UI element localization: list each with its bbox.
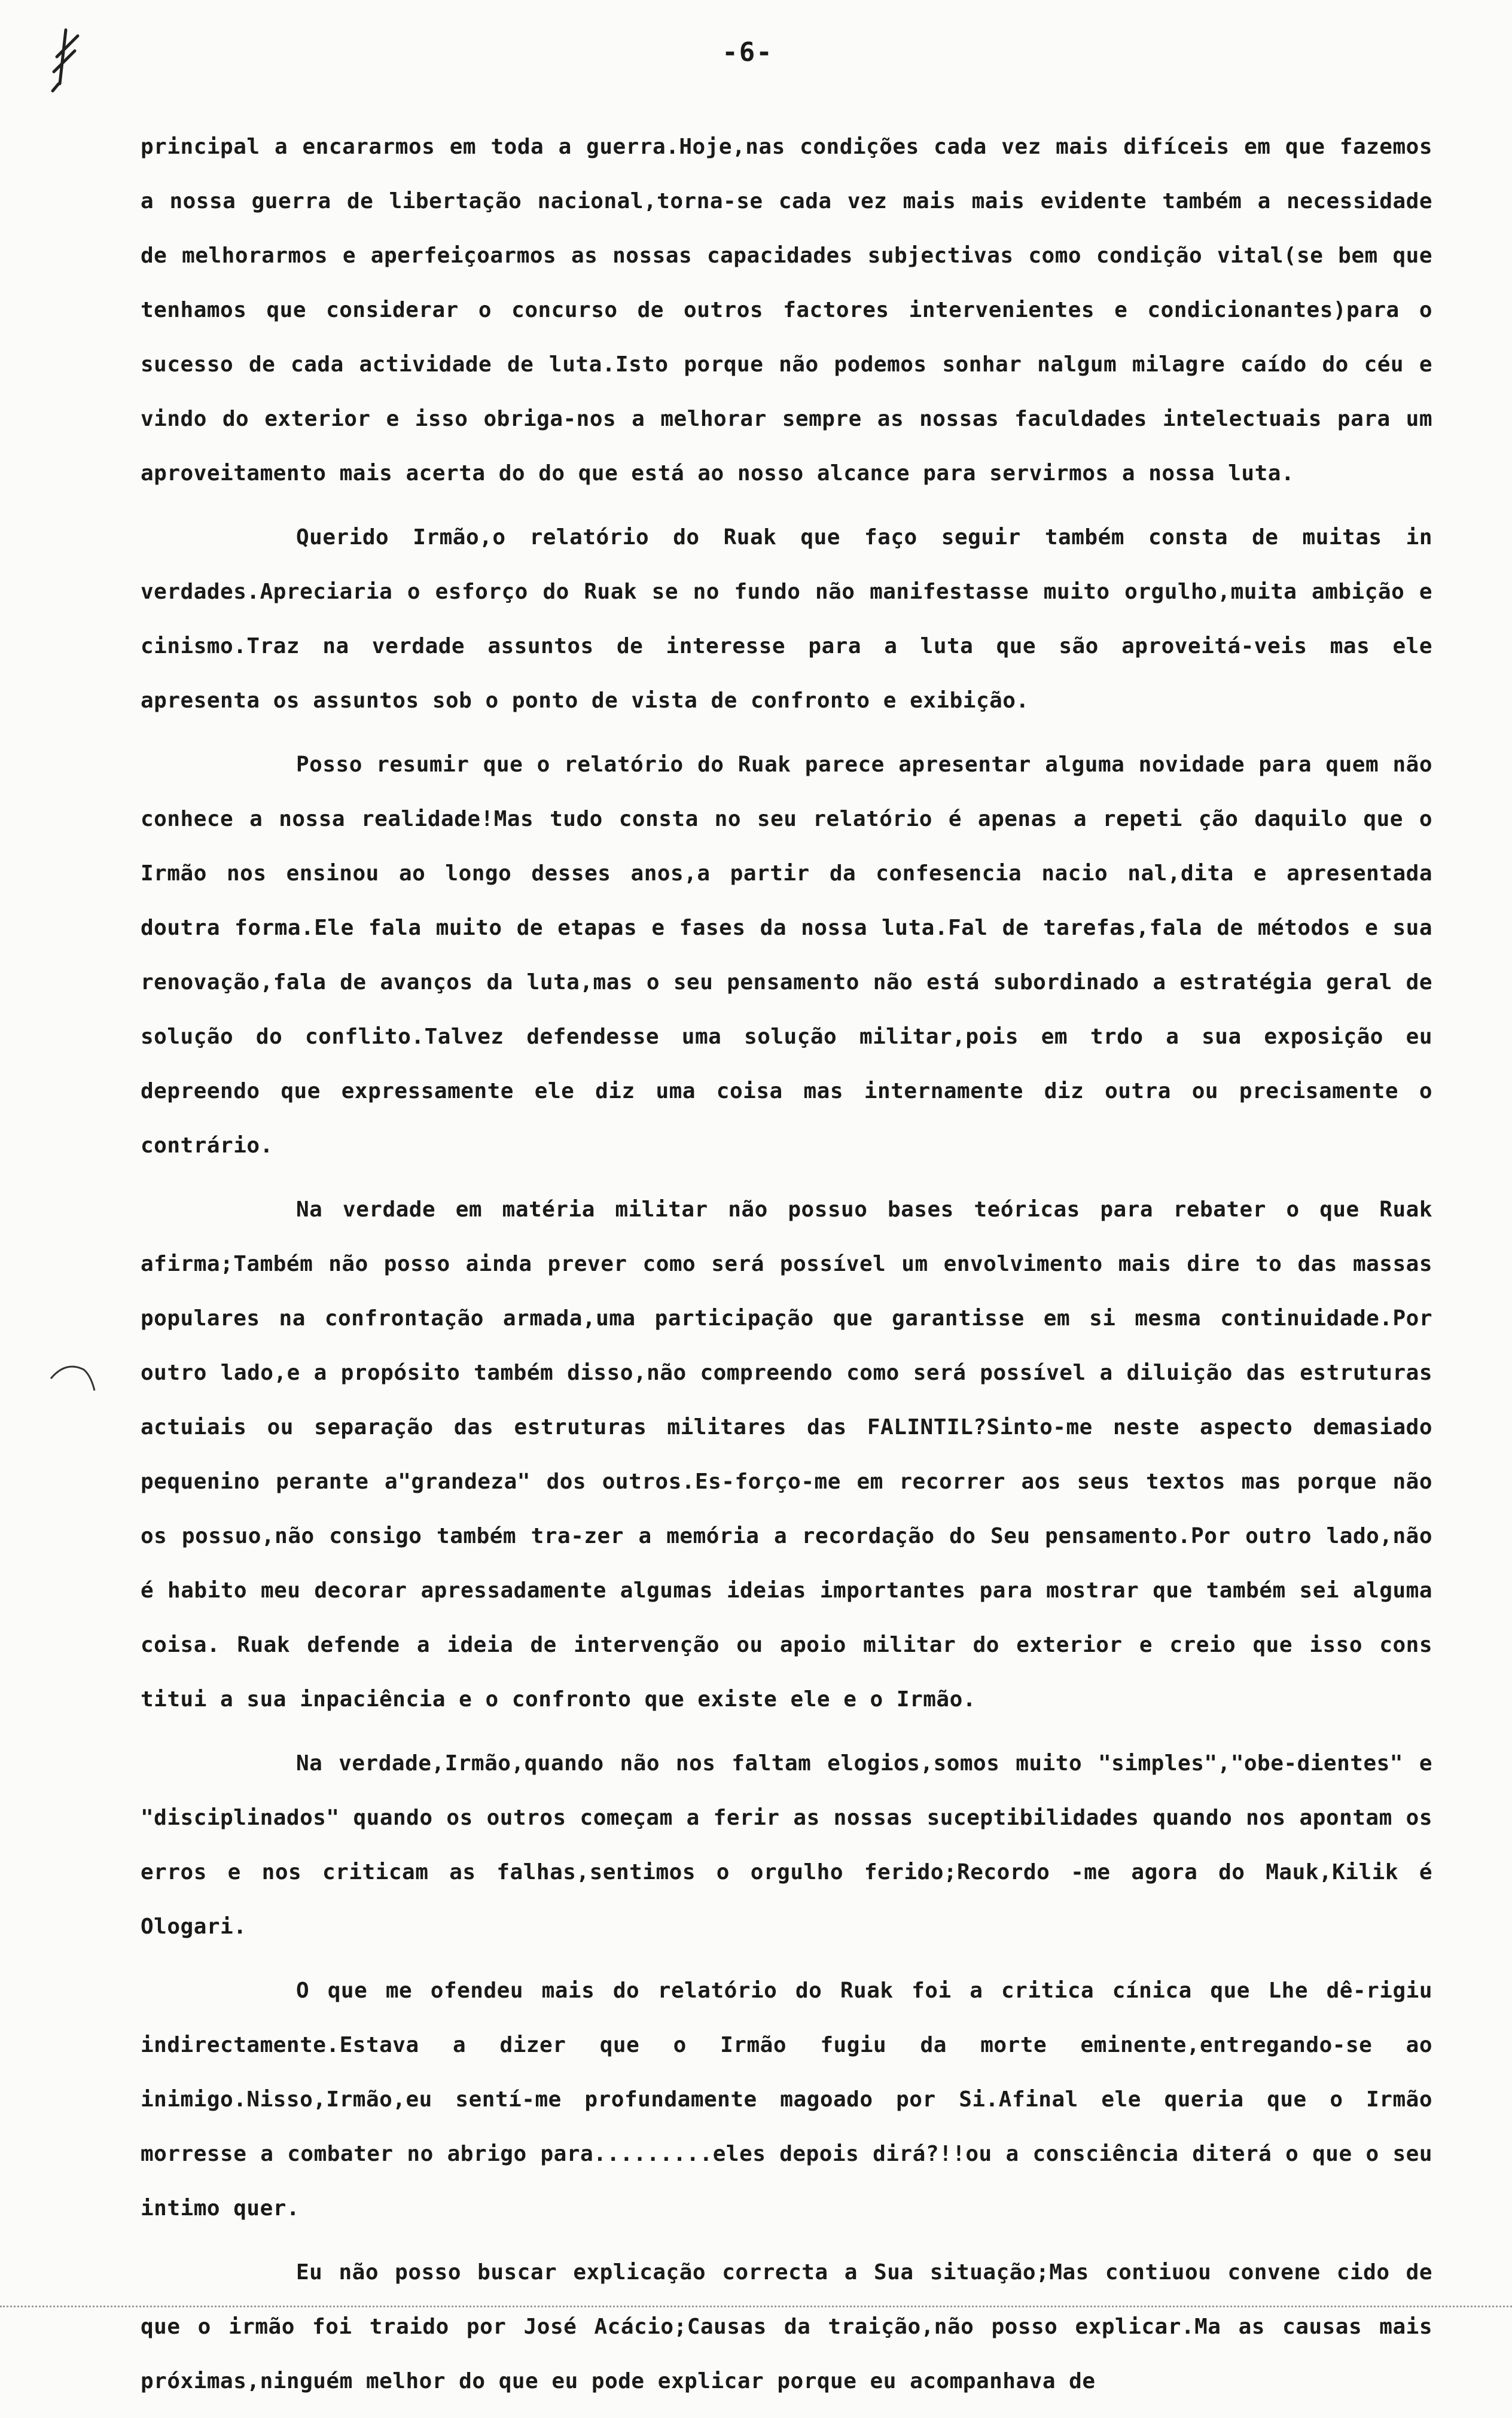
page-number: -6- (722, 37, 773, 68)
paragraph: principal a encararmos em toda a guerra.Hoje,nas condições cada vez mais difíceis em que fazemos a nossa guerra de libertação nacional,torna-se cada vez mais mais evidente também a necessidade de melhorarmos e aperfeiçoarmos as nossas capacidades subjectivas como condição vital(se bem que tenhamos que considerar o concurso de outros factores intervenientes e condicionantes)para o sucesso de cada actividade de luta.Isto porque não podemos sonhar nalgum milagre caído do céu e vindo do exterior e isso obriga-nos a melhorar sempre as nossas faculdades intelectuais para um aproveitamento mais acerta do do que está ao nosso alcance para servirmos a nossa luta. (141, 135, 1432, 486)
paragraph: Na verdade em matéria militar não possuo bases teóricas para rebater o que Ruak afirma;Também não posso ainda prever como será possível um envolvimento mais dire to das massas populares na confrontação armada,uma participação que garantisse em si mesma continuidade.Por outro lado,e a propósito também disso,não compreendo como será possível a diluição das estruturas actuiais ou separação das estruturas militares das FALINTIL?Sinto-me neste aspecto demasiado pequenino perante a"grandeza" dos outros.Es-forço-me em recorrer aos seus textos mas porque não os possuo,não consigo também tra-zer a memória a recordação do Seu pensamento.Por outro lado,não é habito meu decorar apressadamente algumas ideias importantes para mostrar que também sei alguma coisa. Ruak defende a ideia de intervenção ou apoio militar do exterior e creio que isso cons titui a sua inpaciência e o confronto que existe ele e o Irmão. (141, 1197, 1432, 1712)
scan-edge-noise (0, 2306, 1512, 2310)
handwritten-mark (42, 24, 90, 96)
paragraph: Querido Irmão,o relatório do Ruak que faço seguir também consta de muitas in verdades.Apreciaria o esforço do Ruak se no fundo não manifestasse muito orgulho,muita ambição e cinismo.Traz na verdade assuntos de interesse para a luta que são aproveitá-veis mas ele apresenta os assuntos sob o ponto de vista de confronto e exibição. (141, 525, 1432, 713)
margin-pencil-mark (48, 1358, 102, 1399)
paragraph: Eu não posso buscar explicação correcta a Sua situação;Mas contiuou convene cido de que o irmão foi traido por José Acácio;Causas da traição,não posso explicar.Ma as causas mais próximas,ninguém melhor do que eu pode explicar porque eu acompanhava de (141, 2260, 1432, 2393)
document-body (141, 120, 1432, 2418)
paragraph: O que me ofendeu mais do relatório do Ruak foi a critica cínica que Lhe dê-rigiu indirectamente.Estava a dizer que o Irmão fugiu da morte eminente,entregando-se ao inimigo.Nisso,Irmão,eu sentí-me profundamente magoado por Si.Afinal ele queria que o Irmão morresse a combater no abrigo para.........eles depois dirá?!!ou a consciência diterá o que o seu intimo quer. (141, 1978, 1432, 2221)
paragraph: Posso resumir que o relatório do Ruak parece apresentar alguma novidade para quem não conhece a nossa realidade!Mas tudo consta no seu relatório é apenas a repeti ção daquilo que o Irmão nos ensinou ao longo desses anos,a partir da confesencia nacio nal,dita e apresentada doutra forma.Ele fala muito de etapas e fases da nossa luta.Fal de tarefas,fala de métodos e sua renovação,fala de avanços da luta,mas o seu pensamento não está subordinado a estratégia geral de solução do conflito.Talvez defendesse uma solução militar,pois em trdo a sua exposição eu depreendo que expressamente ele diz uma coisa mas internamente diz outra ou precisamente o contrário. (141, 752, 1432, 1158)
paragraph: Na verdade,Irmão,quando não nos faltam elogios,somos muito "simples","obe-dientes" e "disciplinados" quando os outros começam a ferir as nossas suceptibilidades quando nos apontam os erros e nos criticam as falhas,sentimos o orgulho ferido;Recordo -me agora do Mauk,Kilik é Ologari. (141, 1751, 1432, 1939)
